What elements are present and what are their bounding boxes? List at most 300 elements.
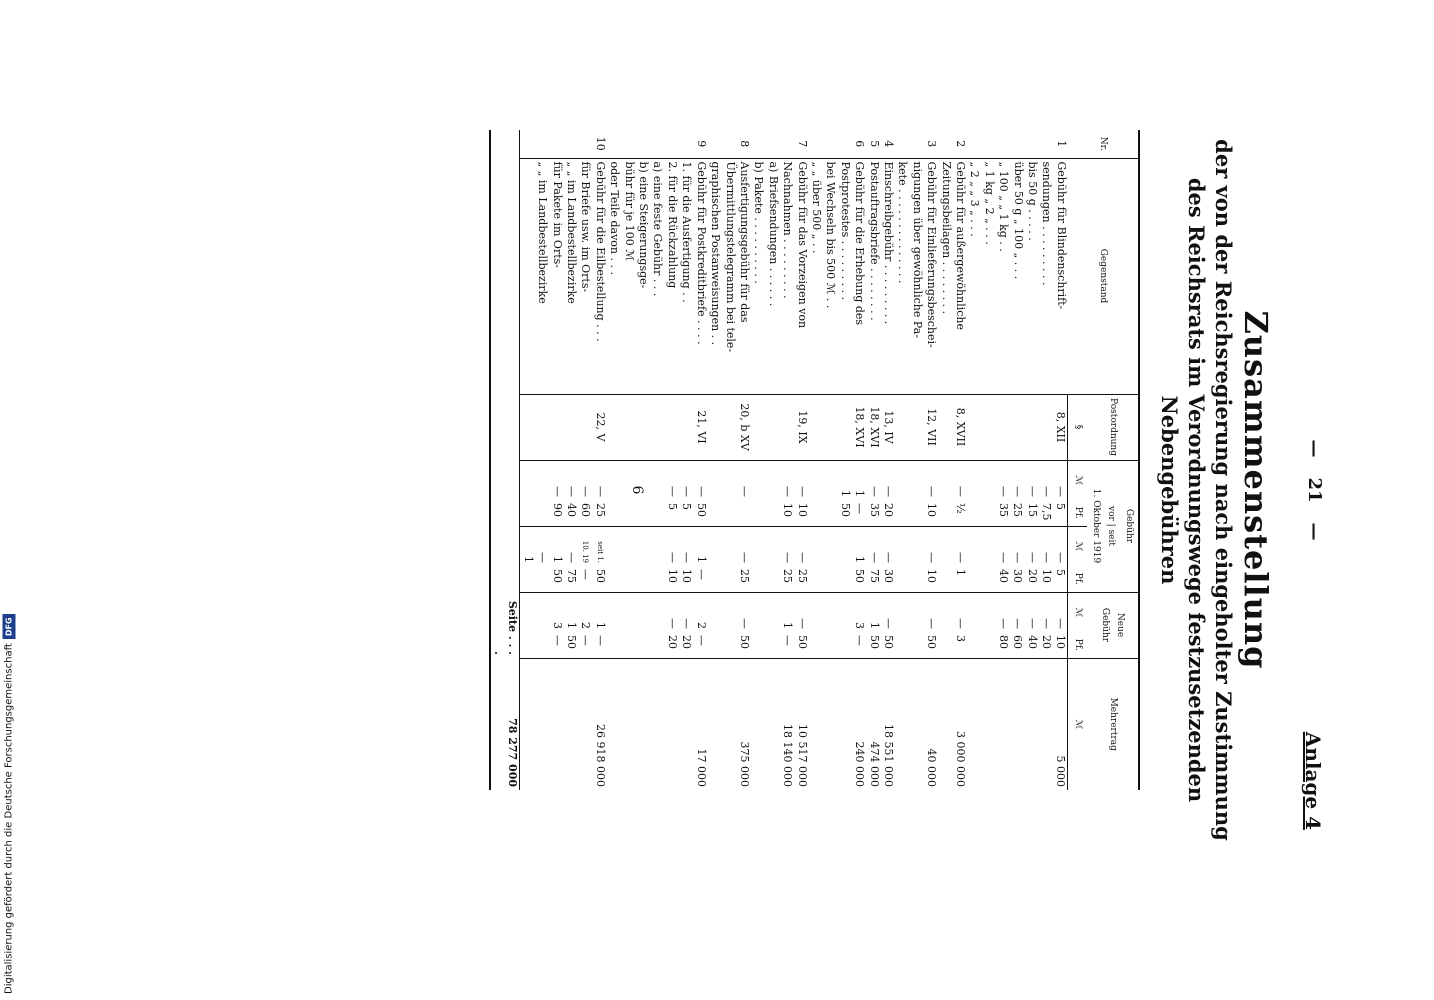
cell-line: 18 140 000 <box>781 724 795 787</box>
cell-line: über 50 g „ 100 „ . . . <box>1011 161 1025 280</box>
total-row <box>490 130 520 790</box>
seit-pf: 10 <box>925 569 939 583</box>
seit-mark-cell <box>866 526 880 566</box>
seit-mark: — <box>565 552 579 563</box>
title-line-4: Nebengebühren <box>1157 395 1182 585</box>
vor-mark: — <box>1039 486 1053 497</box>
cell-line: Übermittlungstelegramm bei tele- <box>723 161 737 353</box>
neu-mark: — <box>795 618 809 629</box>
cell-line: „ 1 kg „ 2 „ . . . <box>982 161 996 245</box>
neu-pf: 40 <box>1025 635 1039 649</box>
row-number: 7 <box>751 130 809 158</box>
cell-line: „ „ im Landbestellbezirke <box>565 161 579 304</box>
seit-pf: 50 <box>853 569 867 583</box>
vor-mark: 1 <box>853 490 867 497</box>
header-mehrertrag: Mehrertrag <box>1087 658 1139 790</box>
cell-line: kete . . . . . . . . . . . . . . <box>896 161 910 284</box>
row-postordnung: 21, VI <box>607 394 708 460</box>
neu-mark-cell <box>708 592 751 632</box>
seit-pf: 25 <box>737 569 751 583</box>
row-mehrertrag: 474 000 <box>867 741 881 787</box>
row-mehrertrag: 375 000 <box>737 741 751 787</box>
neu-pf: — <box>579 635 593 646</box>
cell-line: 1. für die Ausfertigung . . <box>680 161 694 303</box>
seit-pf: 75 <box>565 569 579 583</box>
vor-pf: — <box>853 503 867 514</box>
vor-pf <box>737 503 751 523</box>
seit-pf-cell <box>881 566 895 592</box>
vor-mark: — <box>1054 486 1068 497</box>
header-postordnung: Postordnung <box>1087 394 1139 460</box>
seit-mark: — <box>882 552 895 563</box>
seit-mark-cell <box>938 526 967 566</box>
vor-mark: — <box>694 486 708 497</box>
table-row <box>967 130 1068 790</box>
cell-line: 2. für die Rückzahlung <box>665 161 679 289</box>
seit-mark: — <box>1025 552 1039 563</box>
vor-pf: 90 <box>550 503 564 517</box>
vor-mark: — <box>925 486 939 497</box>
seit-mark: 1 <box>521 556 535 563</box>
vor-mark: — <box>737 486 751 497</box>
neu-pf: 50 <box>737 635 751 649</box>
table-row <box>938 130 967 790</box>
cell-line: Postprotestes . . . . . . . . . <box>838 161 852 301</box>
row-mehrertrag: 3 000 000 <box>954 731 968 787</box>
header-neue-gebuehr: Neue Gebühr <box>1087 592 1139 658</box>
neu-mark-cell <box>520 592 607 632</box>
neu-pf-cell <box>881 632 895 658</box>
neu-mark: — <box>680 618 694 629</box>
cell-line: für Briefe usw. im Orts- <box>579 161 593 293</box>
seit-mark: 1 <box>550 556 564 563</box>
neu-pf: 50 <box>867 635 881 649</box>
header-gegenstand: Gegenstand <box>1068 158 1139 394</box>
table-row <box>809 130 867 790</box>
seit-pf: 40 <box>996 569 1010 583</box>
fees-table <box>489 130 1140 790</box>
row-subject <box>881 158 895 394</box>
header-paragraph: § <box>1068 394 1087 460</box>
header-vor-pf: Pf. <box>1068 500 1087 526</box>
row-subject <box>708 158 751 394</box>
seit-pf-cell <box>809 566 867 592</box>
seit-mark: — <box>1054 552 1068 563</box>
row-subject <box>967 158 1068 394</box>
seit-mark-cell <box>881 526 895 566</box>
vor-pf: 15 <box>1025 503 1039 517</box>
neu-pf: 50 <box>925 635 939 649</box>
seit-mark: — <box>1039 552 1053 563</box>
seit-pf-cell <box>938 566 967 592</box>
vor-mark: — <box>882 486 895 497</box>
neu-mark-cell <box>967 592 1068 632</box>
cell-line: Einschreibgebühr . . . . . . . . . <box>882 161 895 325</box>
row-mehrertrag: 40 000 <box>925 748 939 787</box>
vor-pf-cell <box>866 500 880 526</box>
cell-line: Gebühr für Blindenschrift- <box>1054 161 1068 310</box>
header-neu-pf: Pf. <box>1068 632 1087 658</box>
row-number: 4 <box>881 130 895 158</box>
vor-mark: — <box>781 486 795 497</box>
table-row <box>866 130 880 790</box>
header-seit-pf: Pf. <box>1068 566 1087 592</box>
vor-mark: — <box>579 486 593 497</box>
cell-line: Gebühr für außergewöhnliche <box>954 161 968 330</box>
neu-pf-cell <box>895 632 938 658</box>
digitization-note-text: Digitalisierung gefördert durch die Deutsche Forschungsgemeinschaft <box>3 643 15 994</box>
vor-mark-cell <box>967 460 1068 500</box>
cell-line: Zeitungsbeilagen . . . . . . . . <box>939 161 953 315</box>
vor-pf: 50 <box>694 503 708 517</box>
vor-pf: 35 <box>867 503 881 517</box>
neu-mark: — <box>1025 618 1039 629</box>
seit-mark: — <box>925 552 939 563</box>
cell-line: sendungen . . . . . . . . . <box>1040 161 1054 286</box>
row-number: 1 <box>967 130 1068 158</box>
row-number: 10 <box>520 130 607 158</box>
cell-line: bühr für je 100 ℳ <box>622 161 636 262</box>
footer-number: 6 <box>629 485 645 495</box>
seit-pf-cell <box>708 566 751 592</box>
neu-mark: 3 <box>550 622 564 629</box>
cell-line: oder Teile davon . . . <box>608 161 622 275</box>
vor-pf-cell <box>708 500 751 526</box>
cell-line: Gebühr für die Erhebung des <box>853 161 867 326</box>
cell-line: „ 2 „ „ 3 „ . . . <box>968 161 982 237</box>
row-mehrertrag <box>751 658 809 790</box>
seit-mark: — <box>536 552 550 563</box>
seit-mark: — <box>867 552 881 563</box>
row-postordnung: 22, V <box>520 394 607 460</box>
vor-pf: 10 <box>925 503 939 517</box>
neu-mark: 1 <box>565 622 579 629</box>
neu-pf: 20 <box>680 635 694 649</box>
seit-pf: 50 <box>593 569 607 583</box>
neu-mark-cell <box>809 592 867 632</box>
neu-pf: — <box>781 635 795 646</box>
neu-pf: 80 <box>996 635 1010 649</box>
seit-pf: 50 <box>550 569 564 583</box>
neu-pf-cell <box>520 632 607 658</box>
vor-pf-cell <box>967 500 1068 526</box>
vor-pf: 35 <box>996 503 1010 517</box>
seit-mark: — <box>665 552 679 563</box>
cell-line: a) Briefsendungen . . . . . . <box>766 161 780 307</box>
cell-line: Gebühr für die Eilbestellung . . . <box>593 161 607 342</box>
neu-pf: — <box>593 635 607 646</box>
seit-mark-cell <box>607 526 708 566</box>
cell-line: „ „ über 500 „ . . <box>809 161 823 254</box>
vor-mark: — <box>795 486 809 497</box>
title-main: Zusammenstellung <box>1237 310 1275 670</box>
seit-mark-cell <box>967 526 1068 566</box>
neu-mark: 2 <box>579 622 593 629</box>
seit-pf: — <box>694 569 708 580</box>
row-number: 8 <box>708 130 751 158</box>
row-postordnung: 20, b XV <box>708 394 751 460</box>
title-line-2: der von der Reichsregierung nach eingeholter Zustimmung <box>1211 139 1236 841</box>
vor-mark: 1 <box>838 490 852 497</box>
neu-mark: — <box>882 618 895 629</box>
neu-mark: 2 <box>694 622 708 629</box>
cell-line: Gebühr für Postkreditbriefe . . . . <box>694 161 708 345</box>
vor-mark: — <box>593 486 607 497</box>
row-postordnung: 8, XVII <box>938 394 967 460</box>
cell-line: b) eine Steigerungsge- <box>637 161 651 289</box>
seit-note: seit 1. 10. 19 <box>581 540 604 563</box>
neu-mark: — <box>1054 618 1068 629</box>
vor-pf: 5 <box>680 503 694 510</box>
vor-pf: 60 <box>579 503 593 517</box>
vor-pf: 50 <box>838 503 852 517</box>
header-nr: Nr. <box>1068 130 1139 158</box>
cell-line: „ 100 „ „ 1 kg . . <box>997 161 1011 252</box>
seit-mark-cell <box>520 526 607 566</box>
seit-mark: — <box>1011 552 1025 563</box>
vor-pf-cell <box>938 500 967 526</box>
row-subject <box>520 158 607 394</box>
cell-line: Postauftragsbriefe . . . . . . . . <box>867 161 881 321</box>
neu-pf: 60 <box>1011 635 1025 649</box>
row-number: 5 <box>866 130 880 158</box>
seit-pf-cell <box>520 566 607 592</box>
seit-mark: — <box>680 552 694 563</box>
vor-pf: 20 <box>882 503 895 517</box>
row-mehrertrag: 17 000 <box>694 748 708 787</box>
vor-pf: 5 <box>1054 503 1068 510</box>
cell-line: nigungen über gewöhnliche Pa- <box>910 161 924 339</box>
cell-line: Nachnahmen . . . . . . . . . <box>781 161 795 299</box>
neu-mark-cell <box>895 592 938 632</box>
table-row <box>708 130 751 790</box>
neu-pf-cell <box>809 632 867 658</box>
seit-pf: 1 <box>954 569 968 576</box>
neu-mark: 1 <box>781 622 795 629</box>
row-number: 6 <box>809 130 867 158</box>
neu-pf: — <box>550 635 564 646</box>
seit-pf: 30 <box>1011 569 1025 583</box>
table-row <box>607 130 708 790</box>
neu-mark-cell <box>751 592 809 632</box>
neu-pf: 3 <box>954 635 968 642</box>
neu-mark-cell <box>938 592 967 632</box>
seit-pf-cell <box>895 566 938 592</box>
neu-mark: — <box>954 618 968 629</box>
seit-mark: — <box>781 552 795 563</box>
seit-pf: 5 <box>1054 569 1068 576</box>
seit-pf: 20 <box>1025 569 1039 583</box>
row-subject <box>895 158 938 394</box>
vor-pf-cell <box>881 500 895 526</box>
vor-pf-cell <box>895 500 938 526</box>
header-gebuehr: Gebühr <box>1120 460 1139 592</box>
neu-pf-cell <box>967 632 1068 658</box>
seit-mark: — <box>795 552 809 563</box>
neu-pf: 10 <box>1054 635 1068 649</box>
vor-pf: 25 <box>593 503 607 517</box>
seit-mark: 1 <box>694 556 708 563</box>
seit-pf: 25 <box>781 569 795 583</box>
neu-mark-cell <box>607 592 708 632</box>
vor-pf-cell <box>607 500 708 526</box>
neu-pf-cell <box>708 632 751 658</box>
cell-line: für Pakete im Orts- <box>550 161 564 268</box>
neu-pf-cell <box>938 632 967 658</box>
seit-mark: 1 <box>853 556 867 563</box>
table-row <box>520 130 607 790</box>
vor-mark-cell <box>708 460 751 500</box>
total-value: 78 277 000 <box>490 658 520 790</box>
cell-line: „ „ im Landbestellbezirke <box>536 161 550 304</box>
vor-pf: 10 <box>781 503 795 517</box>
rotated-page <box>205 130 1335 850</box>
vor-pf: 10 <box>795 503 809 517</box>
cell-line: b) Pakete . . . . . . . . . . <box>752 161 766 284</box>
row-number: 2 <box>938 130 967 158</box>
neu-pf: — <box>694 635 708 646</box>
vor-mark: — <box>665 486 679 497</box>
neu-mark: — <box>1011 618 1025 629</box>
vor-mark: — <box>996 486 1010 497</box>
row-subject <box>751 158 809 394</box>
table-row <box>881 130 895 790</box>
vor-pf: 25 <box>1011 503 1025 517</box>
neu-pf-cell <box>866 632 880 658</box>
total-label: Seite . . . . <box>490 592 520 658</box>
row-postordnung: 13, IV <box>881 394 895 460</box>
vor-mark-cell <box>895 460 938 500</box>
vor-mark: — <box>1025 486 1039 497</box>
dfg-logo: DFG <box>3 614 16 639</box>
title-line-3: des Reichsrats im Verordnungswege festzusetzenden <box>1184 177 1209 803</box>
row-subject <box>809 158 867 394</box>
neu-mark: 3 <box>853 622 867 629</box>
seit-mark: — <box>737 552 751 563</box>
row-postordnung: 12, VII <box>895 394 938 460</box>
seit-pf: — <box>579 569 593 580</box>
document-title <box>1156 130 1275 850</box>
vor-pf-cell <box>809 500 867 526</box>
header-seit-mark: ℳ <box>1068 526 1087 566</box>
seit-mark-cell <box>895 526 938 566</box>
row-postordnung: 18, XVI <box>866 394 880 460</box>
page-number: —21— <box>1304 439 1325 541</box>
row-mehrertrag: 240 000 <box>853 741 867 787</box>
neu-pf-cell <box>607 632 708 658</box>
row-subject <box>938 158 967 394</box>
header-mehrertrag-unit: ℳ <box>1068 658 1087 790</box>
seit-pf: 30 <box>882 569 895 583</box>
vor-mark-cell <box>520 460 607 500</box>
seit-pf: 25 <box>795 569 809 583</box>
vor-mark: — <box>680 486 694 497</box>
row-subject <box>866 158 880 394</box>
seit-mark-cell <box>809 526 867 566</box>
vor-mark-cell <box>881 460 895 500</box>
seit-pf-cell <box>967 566 1068 592</box>
neu-pf: 50 <box>565 635 579 649</box>
neu-pf: — <box>853 635 867 646</box>
seit-pf-cell <box>751 566 809 592</box>
cell-line: bis 50 g . . . . . <box>1026 161 1040 241</box>
row-postordnung: 8, XII <box>967 394 1068 460</box>
seit-mark: — <box>996 552 1010 563</box>
seit-pf: 10 <box>1039 569 1053 583</box>
vor-mark: — <box>550 486 564 497</box>
seit-mark-cell <box>751 526 809 566</box>
neu-mark-cell <box>881 592 895 632</box>
seit-pf-cell <box>607 566 708 592</box>
neu-mark: 1 <box>867 622 881 629</box>
neu-mark: — <box>925 618 939 629</box>
digitization-note <box>0 598 18 994</box>
cell-line: 10 517 000 <box>795 724 809 787</box>
table-row <box>895 130 938 790</box>
neu-mark-cell <box>866 592 880 632</box>
cell-line: a) eine feste Gebühr . . . <box>651 161 665 297</box>
row-subject <box>607 158 708 394</box>
neu-pf-cell <box>751 632 809 658</box>
vor-pf: 40 <box>565 503 579 517</box>
annex-label: Anlage 4 <box>1301 731 1325 830</box>
fees-table-body <box>520 130 1068 790</box>
seit-mark-cell <box>708 526 751 566</box>
vor-mark: — <box>565 486 579 497</box>
neu-pf: 50 <box>795 635 809 649</box>
vor-pf: ½ <box>954 503 968 514</box>
vor-mark-cell <box>607 460 708 500</box>
vor-pf: 5 <box>665 503 679 510</box>
neu-mark: — <box>1039 618 1053 629</box>
header-neu-mark: ℳ <box>1068 592 1087 632</box>
neu-mark: — <box>737 618 751 629</box>
cell-line: Gebühr für Einlieferungsbeschei- <box>925 161 939 348</box>
row-number: 9 <box>607 130 708 158</box>
neu-mark: — <box>996 618 1010 629</box>
neu-pf: 20 <box>1039 635 1053 649</box>
seit-pf: 75 <box>867 569 881 583</box>
neu-pf: 20 <box>665 635 679 649</box>
row-number: 3 <box>895 130 938 158</box>
cell-line: graphischen Postanweisungen . . <box>709 161 723 346</box>
header-dates: vor | seit 1. Oktober 1919 <box>1087 460 1120 592</box>
table-row <box>751 130 809 790</box>
row-mehrertrag: 18 551 000 <box>882 724 895 787</box>
vor-mark: — <box>954 486 968 497</box>
cell-line: bei Wechseln bis 500 ℳ . . <box>824 161 838 309</box>
neu-pf: 50 <box>882 635 895 649</box>
cell-line: Ausfertigungsgebühr für das <box>737 161 751 323</box>
row-mehrertrag: 5 000 <box>1054 755 1068 787</box>
row-mehrertrag: 26 918 000 <box>593 724 607 787</box>
neu-mark: 1 <box>593 622 607 629</box>
header-vor-mark: ℳ <box>1068 460 1087 500</box>
seit-mark: — <box>954 552 968 563</box>
vor-mark-cell <box>751 460 809 500</box>
seit-pf: 10 <box>665 569 679 583</box>
vor-mark: — <box>867 486 881 497</box>
row-postordnung: 18, XVI <box>809 394 867 460</box>
vor-pf-cell <box>751 500 809 526</box>
vor-mark-cell <box>866 460 880 500</box>
seit-pf-cell <box>866 566 880 592</box>
vor-mark: — <box>1011 486 1025 497</box>
vor-pf: 7,5 <box>1039 503 1053 521</box>
cell-line: Gebühr für das Vorzeigen von <box>795 161 809 329</box>
neu-mark: — <box>665 618 679 629</box>
vor-mark-cell <box>938 460 967 500</box>
